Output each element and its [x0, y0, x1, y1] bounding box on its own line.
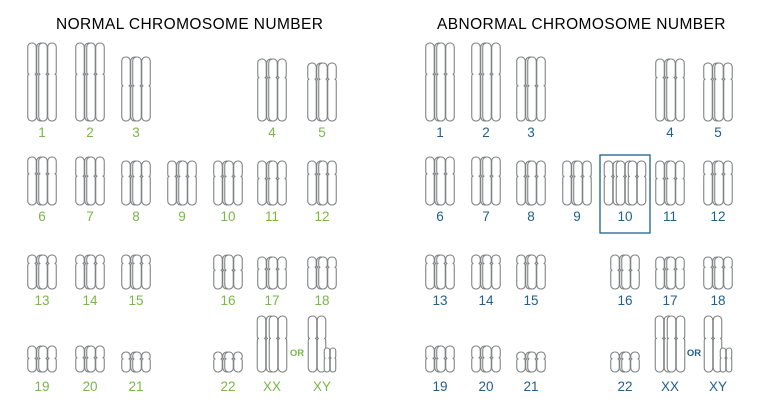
abnormal-karyotype [426, 43, 733, 394]
abnormal-chromosome-3-copy-2 [528, 57, 546, 121]
abnormal-chromosome-20-copy-2 [483, 346, 501, 372]
abnormal-chromosome-label-13: 13 [432, 293, 448, 308]
normal-chromosome-label-7: 7 [86, 209, 94, 224]
abnormal-chromosome-label-17: 17 [662, 293, 678, 308]
normal-chromosome-5-copy-2 [319, 63, 337, 121]
normal-chromosome-label-6: 6 [38, 209, 46, 224]
normal-chromosome-label-5: 5 [318, 125, 326, 140]
abnormal-chromosome-label-20: 20 [478, 379, 494, 394]
normal-chromosome-label-18: 18 [314, 293, 330, 308]
abnormal-chromosome-8-copy-2 [528, 161, 546, 205]
normal-chromosome-label-4: 4 [268, 125, 276, 140]
abnormal-chromosome-7-copy-2 [483, 157, 501, 205]
normal-chromosome-14-copy-2 [87, 255, 105, 289]
abnormal-chromosome-label-9: 9 [573, 209, 581, 224]
normal-chromosome-label-16: 16 [220, 293, 236, 308]
abnormal-chromosome-label-8: 8 [527, 209, 535, 224]
normal-chromosome-10-copy-2 [225, 161, 243, 205]
abnormal-chromosome-label-14: 14 [478, 293, 494, 308]
abnormal-chromosome-14-copy-2 [483, 255, 501, 289]
abnormal-chromosome-label-1: 1 [436, 125, 444, 140]
normal-chromosome-22-copy-2 [225, 352, 243, 372]
normal-chromosome-label-13: 13 [34, 293, 50, 308]
normal-chromosome-17-copy-2 [269, 257, 287, 289]
abnormal-chromosome-17-copy-2 [667, 257, 685, 289]
abnormal-chromosome-1-copy-2 [437, 43, 455, 121]
abnormal-chromosome-22-copy-2 [622, 352, 640, 372]
abnormal-chromosome-label-7: 7 [482, 209, 490, 224]
abnormal-chromosome-label-22: 22 [617, 379, 633, 394]
normal-chromosome-xy-copy-1 [308, 316, 326, 372]
normal-chromosome-label-21: 21 [128, 379, 144, 394]
normal-chromosome-3-copy-2 [133, 57, 151, 121]
normal-chromosome-20-copy-2 [87, 346, 105, 372]
abnormal-chromosome-xy-copy-2 [720, 348, 732, 372]
abnormal-chromosome-xy-copy-1 [704, 316, 722, 372]
abnormal-chromosome-label-5: 5 [714, 125, 722, 140]
abnormal-chromosome-13-copy-2 [437, 255, 455, 289]
normal-chromosome-label-19: 19 [34, 379, 50, 394]
abnormal-chromosome-9-copy-2 [574, 161, 592, 205]
abnormal-chromosome-xx-copy-2 [667, 316, 685, 372]
normal-chromosome-2-copy-2 [87, 43, 105, 121]
normal-chromosome-13-copy-2 [39, 255, 57, 289]
normal-chromosome-label-14: 14 [82, 293, 98, 308]
normal-chromosome-19-copy-2 [39, 346, 57, 372]
abnormal-chromosome-label-2: 2 [482, 125, 490, 140]
abnormal-chromosome-label-16: 16 [617, 293, 633, 308]
normal-chromosome-label-3: 3 [132, 125, 140, 140]
abnormal-panel-title: ABNORMAL CHROMOSOME NUMBER [437, 16, 726, 33]
normal-chromosome-label-xx: XX [262, 379, 282, 394]
abnormal-chromosome-label-6: 6 [436, 209, 444, 224]
normal-chromosome-7-copy-2 [87, 157, 105, 205]
normal-chromosome-16-copy-2 [225, 255, 243, 289]
abnormal-chromosome-label-10: 10 [617, 209, 633, 224]
normal-chromosome-6-copy-2 [39, 157, 57, 205]
normal-chromosome-label-22: 22 [220, 379, 236, 394]
abnormal-chromosome-label-3: 3 [527, 125, 535, 140]
normal-chromosome-21-copy-2 [133, 352, 151, 372]
normal-panel-title: NORMAL CHROMOSOME NUMBER [56, 16, 324, 33]
normal-chromosome-label-10: 10 [220, 209, 236, 224]
normal-chromosome-18-copy-2 [319, 257, 337, 289]
abnormal-chromosome-11-copy-2 [667, 161, 685, 205]
abnormal-chromosome-2-copy-2 [483, 43, 501, 121]
normal-chromosome-label-2: 2 [86, 125, 94, 140]
abnormal-chromosome-19-copy-2 [437, 346, 455, 372]
abnormal-chromosome-15-copy-2 [528, 255, 546, 289]
normal-chromosome-label-15: 15 [128, 293, 144, 308]
normal-chromosome-xx-copy-2 [269, 316, 287, 372]
normal-chromosome-label-11: 11 [264, 209, 280, 224]
normal-chromosome-label-20: 20 [82, 379, 98, 394]
normal-or-connector: OR [289, 348, 305, 359]
normal-chromosome-8-copy-2 [133, 161, 151, 205]
normal-chromosome-label-xy: XY [312, 379, 332, 394]
abnormal-chromosome-label-11: 11 [662, 209, 678, 224]
normal-chromosome-1-copy-2 [39, 43, 57, 121]
normal-chromosome-label-17: 17 [264, 293, 280, 308]
abnormal-chromosome-4-copy-2 [667, 59, 685, 121]
normal-chromosome-12-copy-2 [319, 161, 337, 205]
abnormal-chromosome-18-copy-2 [715, 257, 733, 289]
abnormal-chromosome-16-copy-2 [622, 255, 640, 289]
abnormal-chromosome-label-19: 19 [432, 379, 448, 394]
normal-chromosome-4-copy-2 [269, 59, 287, 121]
abnormal-chromosome-label-21: 21 [523, 379, 539, 394]
normal-chromosome-15-copy-2 [133, 255, 151, 289]
abnormal-chromosome-21-copy-2 [528, 352, 546, 372]
abnormal-chromosome-label-18: 18 [710, 293, 726, 308]
abnormal-chromosome-label-12: 12 [710, 209, 726, 224]
abnormal-chromosome-12-copy-2 [715, 161, 733, 205]
abnormal-chromosome-6-copy-2 [437, 157, 455, 205]
normal-chromosome-9-copy-2 [179, 161, 197, 205]
abnormal-chromosome-10-copy-3 [628, 161, 646, 205]
abnormal-chromosome-label-xy: XY [708, 379, 728, 394]
normal-chromosome-11-copy-2 [269, 161, 287, 205]
abnormal-chromosome-5-copy-2 [715, 63, 733, 121]
normal-chromosome-label-9: 9 [178, 209, 186, 224]
abnormal-chromosome-label-15: 15 [523, 293, 539, 308]
abnormal-chromosome-label-xx: XX [660, 379, 680, 394]
normal-chromosome-label-12: 12 [314, 209, 330, 224]
normal-karyotype [28, 43, 337, 394]
normal-chromosome-label-1: 1 [38, 125, 46, 140]
normal-chromosome-xy-copy-2 [324, 348, 336, 372]
normal-chromosome-label-8: 8 [132, 209, 140, 224]
abnormal-or-connector: OR [686, 348, 702, 359]
abnormal-chromosome-label-4: 4 [666, 125, 674, 140]
